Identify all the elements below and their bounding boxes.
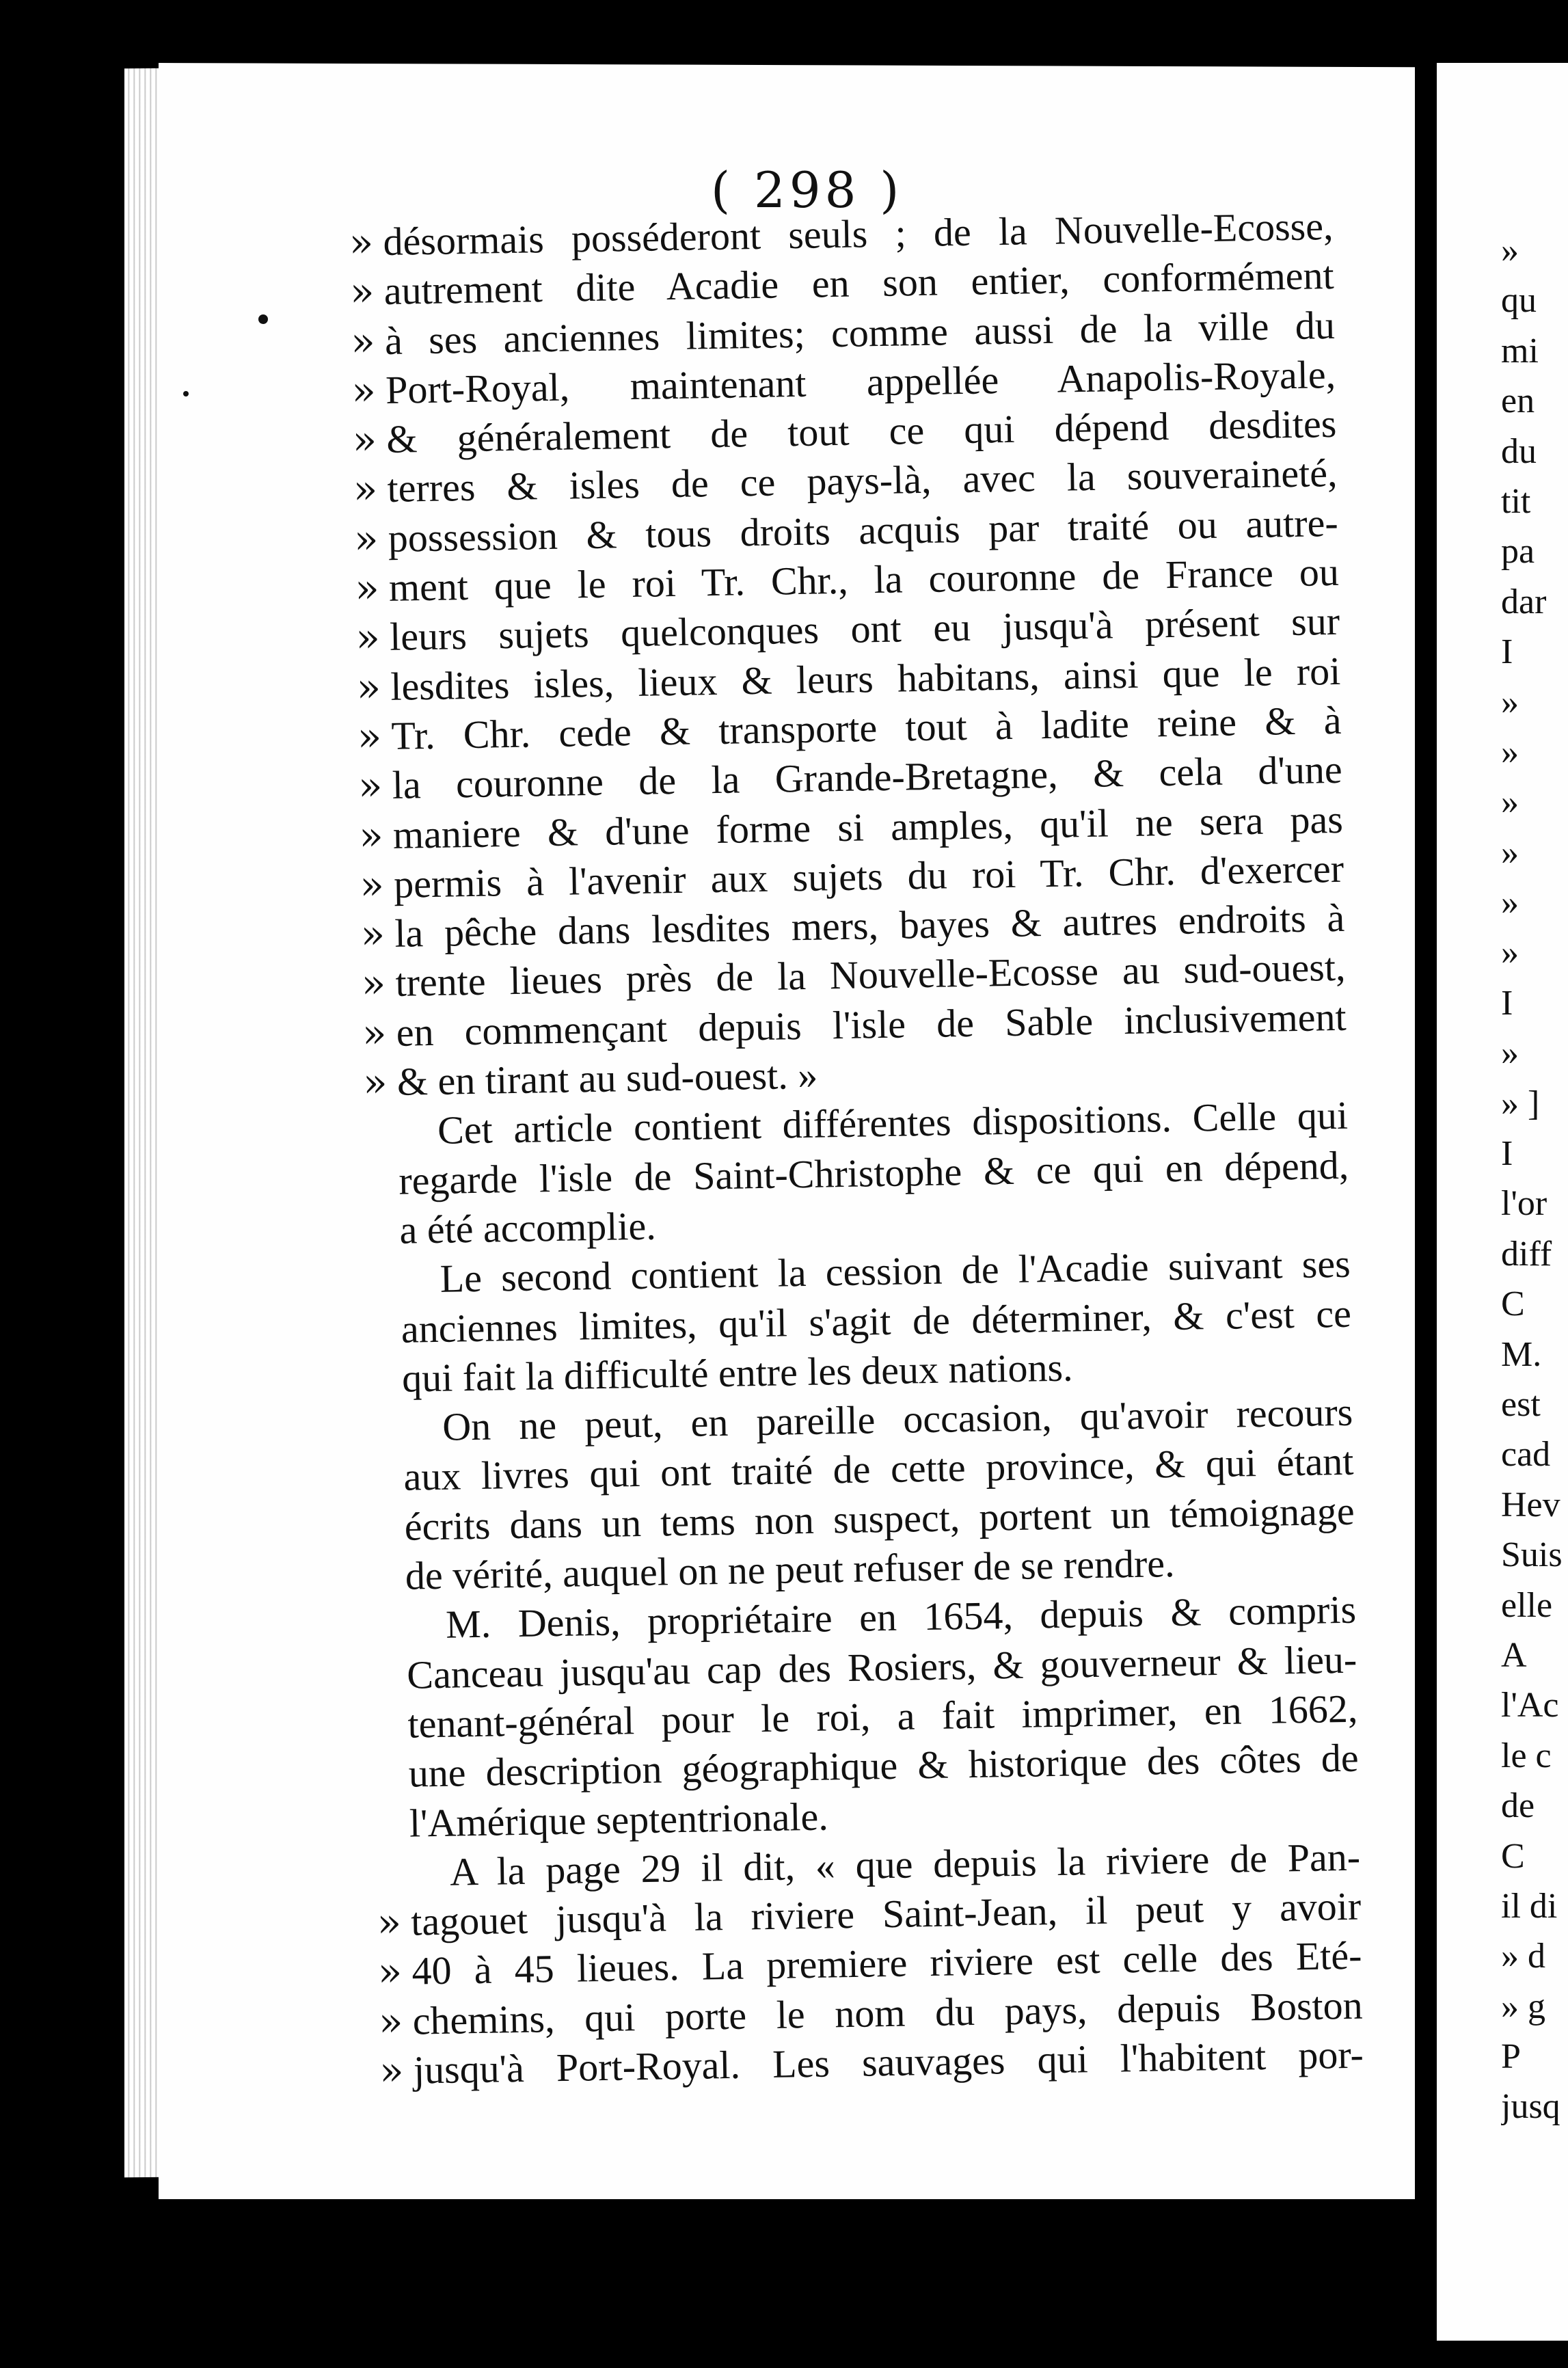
facing-line-fragment: »: [1501, 933, 1519, 973]
ink-speck: [183, 391, 189, 396]
facing-line-fragment: pa: [1501, 532, 1535, 571]
facing-line-fragment: A: [1501, 1635, 1527, 1675]
line-text: lesdites isles, lieux & leurs habitans, ainsi que le roi: [390, 648, 1341, 709]
facing-line-fragment: il di: [1501, 1886, 1558, 1926]
line-text: de vérité, auquel on ne peut refuser de se rendre.: [405, 1541, 1175, 1598]
facing-line-fragment: » d: [1501, 1937, 1545, 1976]
line-text: & généralement de tout ce qui dépend desdites: [386, 401, 1337, 462]
quotation-mark: »: [359, 861, 385, 909]
line-text: ment que le roi Tr. Chr., la couronne de France ou: [388, 549, 1340, 610]
line-text: l'Amérique septentrionale.: [409, 1794, 829, 1846]
facing-line-fragment: M.: [1501, 1334, 1542, 1374]
facing-line-fragment: elle: [1501, 1585, 1553, 1625]
facing-line-fragment: du: [1501, 431, 1537, 471]
line-text: maniere & d'une forme si amples, qu'il ne sera pas: [392, 796, 1344, 857]
line-text: écrits dans un tems non suspect, portent un témoignage: [404, 1488, 1355, 1549]
facing-line-fragment: C: [1501, 1284, 1525, 1324]
quotation-mark: »: [353, 466, 378, 513]
quotation-mark: »: [355, 614, 381, 662]
line-text: qui fait la difficulté entre les deux nations.: [401, 1345, 1073, 1401]
facing-line-fragment: »: [1501, 883, 1519, 923]
line-text: Port-Royal, maintenant appellée Anapolis-Royale,: [385, 351, 1336, 412]
line-text: anciennes limites, qu'il s'agit de déterminer, & c'est ce: [401, 1291, 1352, 1351]
quotation-mark: »: [358, 811, 384, 859]
quotation-mark: »: [360, 911, 386, 958]
line-text: désormais posséderont seuls ; de la Nouvelle-Ecosse,: [383, 203, 1334, 264]
line-text: aux livres qui ont traité de cette province, & qui étant: [403, 1439, 1354, 1500]
page-body-text: [349, 202, 1364, 2095]
quotation-mark: »: [349, 268, 375, 316]
facing-line-fragment: de: [1501, 1786, 1535, 1826]
quotation-mark: »: [353, 515, 379, 563]
quotation-mark: »: [354, 565, 380, 612]
line-text: M. Denis, propriétaire en 1654, depuis & compris: [445, 1587, 1357, 1647]
line-text: tenant-général pour le roi, a fait imprimer, en 1662,: [407, 1686, 1358, 1747]
line-text: à ses anciennes limites; comme aussi de la ville du: [384, 302, 1336, 363]
line-text: Tr. Chr. cede & transporte tout à ladite reine & à: [391, 697, 1342, 758]
line-text: trente lieues près de la Nouvelle-Ecosse au sud-ouest,: [395, 945, 1346, 1006]
facing-line-fragment: P: [1501, 2037, 1521, 2077]
line-text: On ne peut, en pareille occasion, qu'avoir recours: [442, 1389, 1353, 1449]
book-gutter: [1415, 60, 1438, 2368]
facing-line-fragment: est: [1501, 1384, 1541, 1424]
line-text: une description géographique & historique des côtes de: [408, 1735, 1360, 1796]
line-text: terres & isles de ce pays-là, avec la souveraineté,: [387, 450, 1338, 511]
facing-line-fragment: l'or: [1501, 1184, 1547, 1224]
quotation-mark: »: [362, 1009, 388, 1057]
facing-line-fragment: Suis: [1501, 1535, 1563, 1575]
line-text: Le second contient la cession de l'Acadie suivant ses: [440, 1241, 1351, 1302]
line-text: & en tirant au sud-ouest. »: [396, 1052, 818, 1104]
facing-line-fragment: »: [1501, 833, 1519, 872]
line-text: permis à l'avenir aux sujets du roi Tr. Chr. d'exercer: [393, 846, 1344, 906]
quotation-mark: »: [378, 1997, 404, 2045]
line-text: 40 à 45 lieues. La premiere riviere est celle des Eté-: [411, 1933, 1362, 1994]
facing-line-fragment: I: [1501, 983, 1513, 1023]
quotation-mark: »: [349, 219, 374, 266]
line-text: regarde l'isle de Saint-Christophe & ce qui en dépend,: [398, 1142, 1349, 1203]
quotation-mark: »: [361, 960, 386, 1008]
quotation-mark: »: [350, 317, 376, 365]
facing-line-fragment: l'Ac: [1501, 1686, 1559, 1725]
quotation-mark: »: [379, 2047, 405, 2095]
ink-speck: [258, 314, 268, 324]
facing-line-fragment: »: [1501, 783, 1519, 822]
facing-line-fragment: le c: [1501, 1736, 1552, 1775]
facing-line-fragment: C: [1501, 1836, 1525, 1876]
facing-line-fragment: qu: [1501, 281, 1537, 321]
facing-line-fragment: » ]: [1501, 1084, 1540, 1123]
quotation-mark: »: [377, 1898, 402, 1946]
line-text: chemins, qui porte le nom du pays, depuis Boston: [412, 1982, 1364, 2043]
quotation-mark: »: [351, 367, 377, 414]
facing-line-fragment: cad: [1501, 1435, 1551, 1475]
line-text: leurs sujets quelconques ont eu jusqu'à présent sur: [389, 599, 1340, 660]
line-text: possession & tous droits acquis par traité ou autre-: [388, 500, 1339, 561]
line-text: la pêche dans lesdites mers, bayes & autres endroits à: [394, 895, 1345, 956]
quotation-mark: »: [356, 663, 381, 711]
facing-line-fragment: »: [1501, 682, 1519, 722]
facing-page-text: [1501, 226, 1568, 2132]
line-text: A la page 29 il dit, « que depuis la riviere de Pan-: [449, 1834, 1361, 1894]
facing-line-fragment: mi: [1501, 331, 1539, 371]
facing-line-fragment: I: [1501, 632, 1513, 672]
line-text: la couronne de la Grande-Bretagne, & cela d'une: [392, 747, 1343, 808]
facing-line-fragment: » g: [1501, 1987, 1545, 2026]
line-text: tagouet jusqu'à la riviere Saint-Jean, il peut y avoir: [410, 1883, 1362, 1944]
facing-line-fragment: en: [1501, 381, 1535, 421]
quotation-mark: »: [357, 713, 382, 760]
facing-line-fragment: dar: [1501, 582, 1547, 621]
line-text: jusqu'à Port-Royal. Les sauvages qui l'habitent por-: [413, 2032, 1364, 2093]
quotation-mark: »: [377, 1948, 403, 1995]
facing-line-fragment: jusq: [1501, 2087, 1560, 2127]
facing-line-fragment: Hev: [1501, 1485, 1560, 1524]
line-text: autrement dite Acadie en son entier, conformément: [383, 253, 1335, 314]
line-text: a été accomplie.: [399, 1203, 657, 1252]
line-text: Cet article contient différentes dispositions. Celle qui: [437, 1093, 1349, 1153]
facing-line-fragment: tit: [1501, 481, 1531, 521]
facing-line-fragment: »: [1501, 1034, 1519, 1073]
facing-line-fragment: I: [1501, 1134, 1513, 1174]
line-text: Canceau jusqu'au cap des Rosiers, & gouverneur & lieu-: [406, 1637, 1357, 1697]
facing-line-fragment: »: [1501, 231, 1519, 270]
line-text: en commençant depuis l'isle de Sable inclusivement: [396, 994, 1347, 1055]
page-number: ( 298 ): [711, 161, 904, 219]
quotation-mark: »: [352, 416, 377, 463]
quotation-mark: »: [357, 762, 383, 809]
quotation-mark: »: [362, 1059, 388, 1106]
facing-line-fragment: diff: [1501, 1234, 1552, 1274]
facing-line-fragment: »: [1501, 732, 1519, 772]
